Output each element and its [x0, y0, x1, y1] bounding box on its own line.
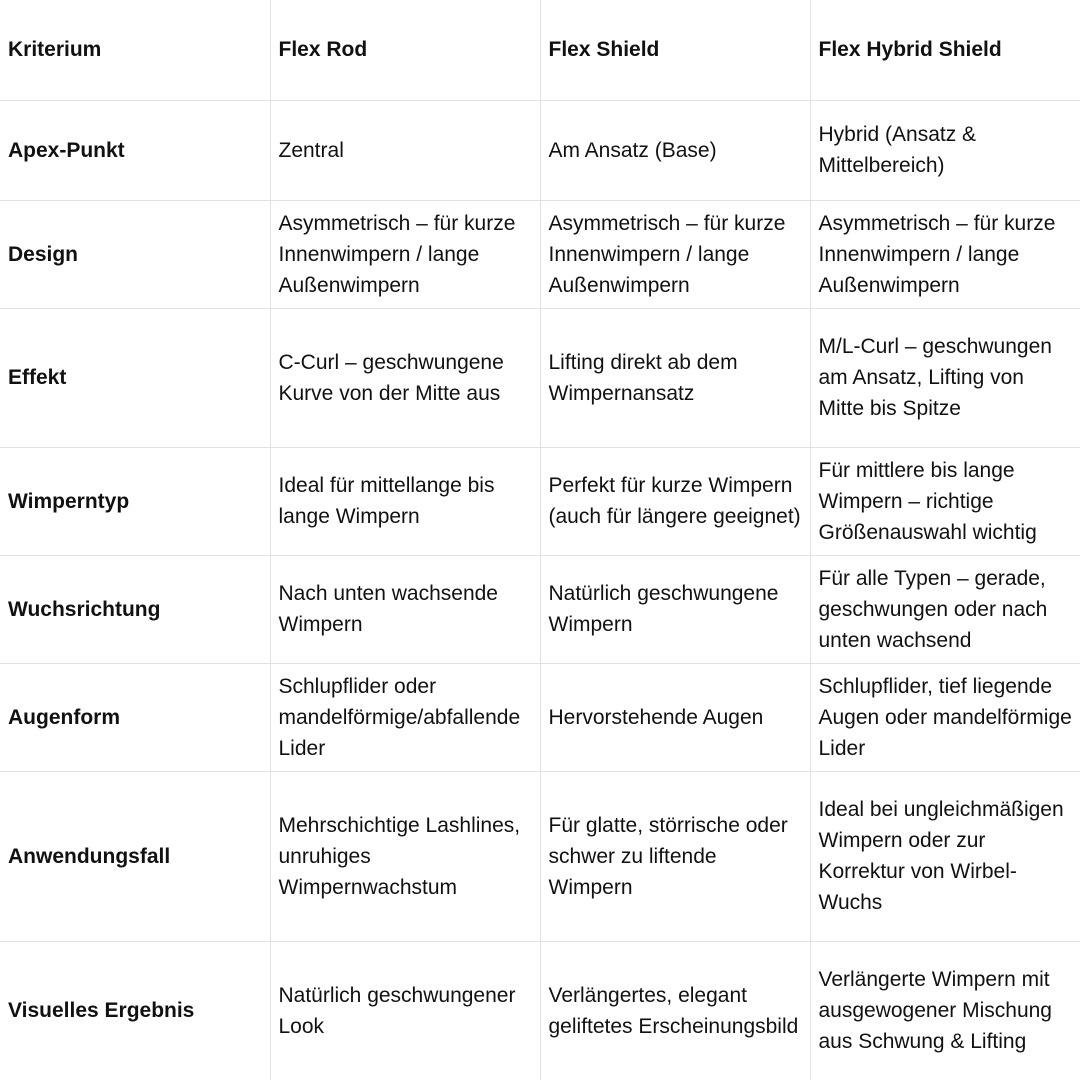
table-row: [0, 447, 1080, 555]
flex-rod-cell: Natürlich geschwungener Look: [270, 941, 540, 1080]
flex-hybrid-shield-cell: Für mittlere bis lange Wimpern – richtige Größenauswahl wichtig: [810, 447, 1080, 555]
header-flex-rod: Flex Rod: [270, 0, 540, 100]
table-row: [0, 100, 1080, 200]
criterion-cell: Wuchsrichtung: [0, 555, 270, 663]
flex-hybrid-shield-cell: Ideal bei ungleichmäßigen Wimpern oder zur Korrektur von Wirbel-Wuchs: [810, 771, 1080, 941]
flex-hybrid-shield-cell: M/L-Curl – geschwungen am Ansatz, Lifting von Mitte bis Spitze: [810, 308, 1080, 447]
criterion-cell: Wimperntyp: [0, 447, 270, 555]
table-row: [0, 663, 1080, 771]
criterion-cell: Augenform: [0, 663, 270, 771]
header-flex-shield: Flex Shield: [540, 0, 810, 100]
flex-shield-cell: Für glatte, störrische oder schwer zu liftende Wimpern: [540, 771, 810, 941]
flex-hybrid-shield-cell: Asymmetrisch – für kurze Innenwimpern / lange Außenwimpern: [810, 200, 1080, 308]
flex-shield-cell: Natürlich geschwungene Wimpern: [540, 555, 810, 663]
criterion-cell: Apex-Punkt: [0, 100, 270, 200]
flex-rod-cell: Nach unten wachsende Wimpern: [270, 555, 540, 663]
flex-hybrid-shield-cell: Hybrid (Ansatz & Mittelbereich): [810, 100, 1080, 200]
header-row: [0, 0, 1080, 100]
flex-shield-cell: Verlängertes, elegant geliftetes Erscheinungsbild: [540, 941, 810, 1080]
header-flex-hybrid-shield: Flex Hybrid Shield: [810, 0, 1080, 100]
criterion-cell: Visuelles Ergebnis: [0, 941, 270, 1080]
flex-shield-cell: Lifting direkt ab dem Wimpernansatz: [540, 308, 810, 447]
flex-rod-cell: Ideal für mittellange bis lange Wimpern: [270, 447, 540, 555]
flex-shield-cell: Asymmetrisch – für kurze Innenwimpern / lange Außenwimpern: [540, 200, 810, 308]
flex-shield-cell: Am Ansatz (Base): [540, 100, 810, 200]
flex-rod-cell: C-Curl – geschwungene Kurve von der Mitte aus: [270, 308, 540, 447]
table-row: [0, 308, 1080, 447]
flex-rod-cell: Mehrschichtige Lashlines, unruhiges Wimpernwachstum: [270, 771, 540, 941]
table-row: [0, 200, 1080, 308]
flex-hybrid-shield-cell: Schlupflider, tief liegende Augen oder mandelförmige Lider: [810, 663, 1080, 771]
criterion-cell: Anwendungsfall: [0, 771, 270, 941]
flex-rod-cell: Asymmetrisch – für kurze Innenwimpern / lange Außenwimpern: [270, 200, 540, 308]
flex-rod-cell: Schlupflider oder mandelförmige/abfallende Lider: [270, 663, 540, 771]
flex-hybrid-shield-cell: Verlängerte Wimpern mit ausgewogener Mischung aus Schwung & Lifting: [810, 941, 1080, 1080]
flex-shield-cell: Hervorstehende Augen: [540, 663, 810, 771]
table-row: [0, 771, 1080, 941]
table-row: [0, 941, 1080, 1080]
criterion-cell: Design: [0, 200, 270, 308]
flex-shield-cell: Perfekt für kurze Wimpern (auch für längere geeignet): [540, 447, 810, 555]
criterion-cell: Effekt: [0, 308, 270, 447]
table-row: [0, 555, 1080, 663]
header-criterion: Kriterium: [0, 0, 270, 100]
flex-hybrid-shield-cell: Für alle Typen – gerade, geschwungen oder nach unten wachsend: [810, 555, 1080, 663]
flex-rod-cell: Zentral: [270, 100, 540, 200]
